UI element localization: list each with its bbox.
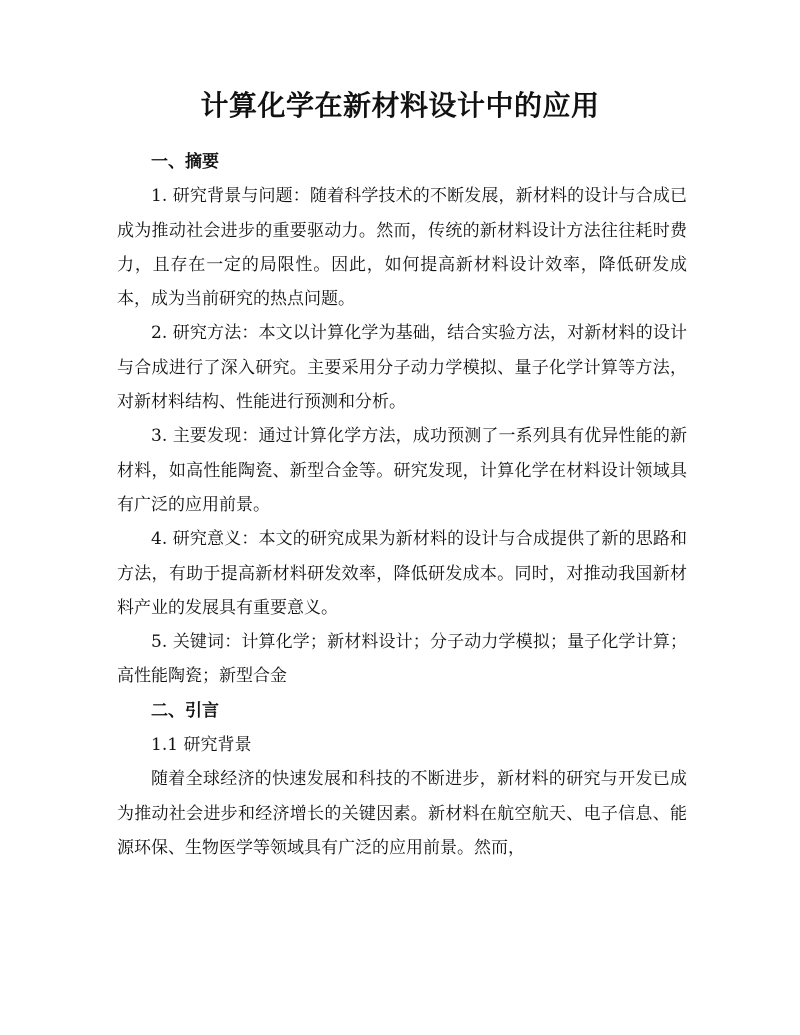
- abstract-item-significance: 4. 研究意义：本文的研究成果为新材料的设计与合成提供了新的思路和方法，有助于提高新材料研发效率，降低研发成本。同时，对推动我国新材料产业的发展具有重要意义。: [117, 529, 687, 618]
- subsection-heading-background: 1.1 研究背景: [151, 735, 252, 756]
- abstract-item-background: 1. 研究背景与问题：随着科学技术的不断发展，新材料的设计与合成已成为推动社会进步的重要驱动力。然而，传统的新材料设计方法往往耗时费力，且存在一定的局限性。因此，如何提高新材料设计效率，降低研发成本，成为当前研究的热点问题。: [117, 186, 687, 310]
- section-heading-abstract: 一、摘要: [151, 152, 219, 172]
- abstract-item-keywords: 5. 关键词：计算化学；新材料设计；分子动力学模拟；量子化学计算；高性能陶瓷；新型合金: [117, 632, 687, 687]
- document-body: [117, 145, 687, 865]
- document-title: 计算化学在新材料设计中的应用: [200, 89, 600, 122]
- abstract-item-findings: 3. 主要发现：通过计算化学方法，成功预测了一系列具有优异性能的新材料，如高性能陶瓷、新型合金等。研究发现，计算化学在材料设计领域具有广泛的应用前景。: [117, 426, 687, 515]
- intro-paragraph: 随着全球经济的快速发展和科技的不断进步，新材料的研究与开发已成为推动社会进步和经济增长的关键因素。新材料在航空航天、电子信息、能源环保、生物医学等领域具有广泛的应用前景。然而，: [117, 769, 687, 858]
- section-heading-introduction: 二、引言: [151, 700, 219, 721]
- abstract-item-method: 2. 研究方法：本文以计算化学为基础，结合实验方法，对新材料的设计与合成进行了深入研究。主要采用分子动力学模拟、量子化学计算等方法，对新材料结构、性能进行预测和分析。: [117, 323, 687, 413]
